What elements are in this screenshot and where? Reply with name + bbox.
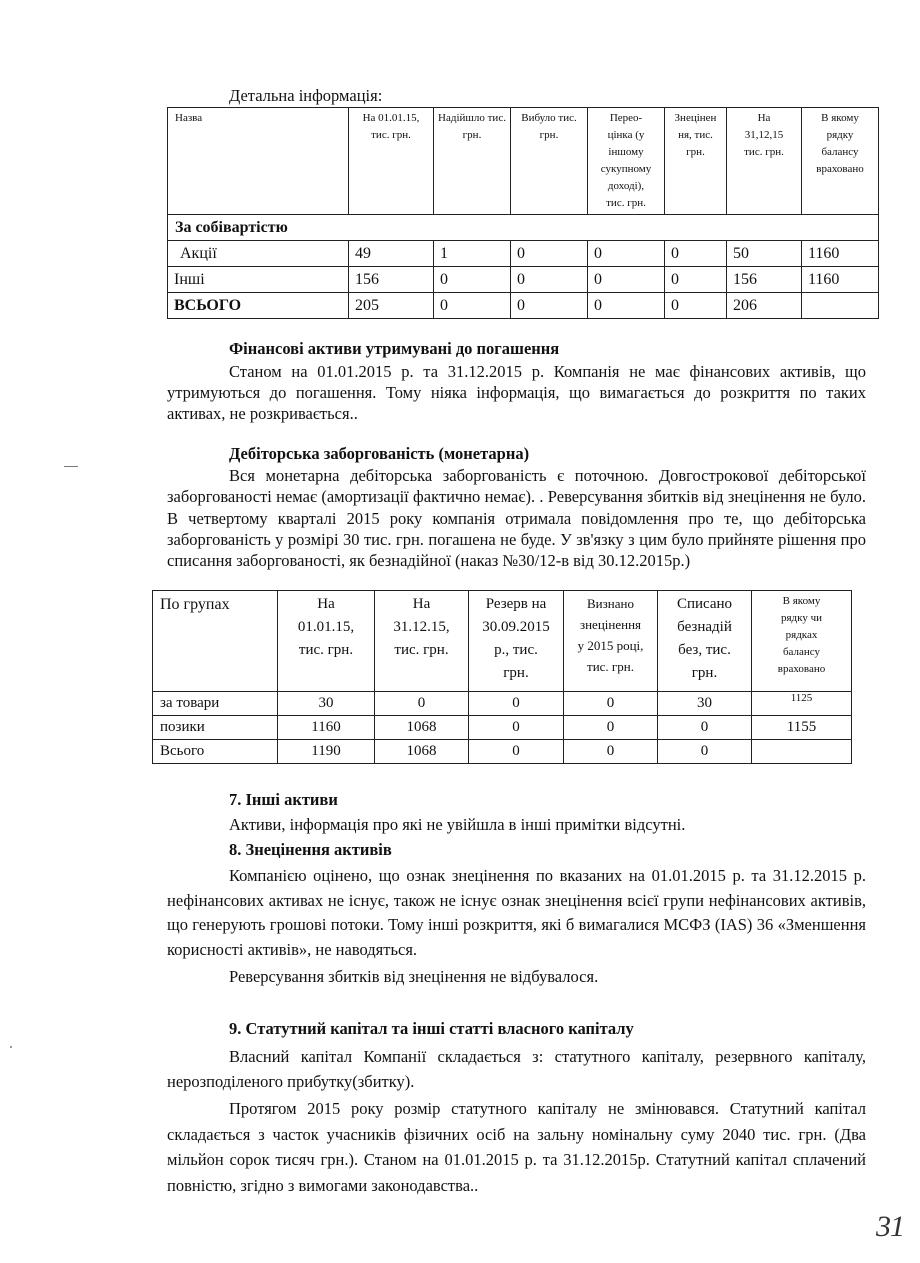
fin-assets-text: Станом на 01.01.2015 р. та 31.12.2015 р. Компанія не має фінансових активів, що утримуються до погашення. Тому ніяка інформація, що вимагається до розкриття по таких активах, не розкривається.. xyxy=(167,362,866,423)
col-header-end: На 31.12.15, тис. грн. xyxy=(375,591,469,692)
col-header-start: На 01.01.15, тис. грн. xyxy=(349,108,434,215)
table-section-row xyxy=(168,215,879,241)
col-header-out: Вибуло тис. грн. xyxy=(511,108,588,215)
section7-title: 7. Інші активи xyxy=(229,790,338,809)
section-label: За собівартістю xyxy=(168,215,879,241)
col-header-revaluation: Перео- цінка (у іншому сукупному доході), тис. грн. xyxy=(588,108,665,215)
table-row: Акції 49 1 0 0 0 50 1160 xyxy=(168,241,879,267)
section9-text-2: Протягом 2015 року розмір статутного капіталу не змінювався. Статутний капітал складається з часток учасників фізичних осіб на зальну номінальну суму 2040 тис. грн. (Два мільйон сорок тисяч грн.). Станом на 01.01.2015 р. та 31.12.2015р. Статутний капітал сплачений повністю, згідно з вимогами законодавства.. xyxy=(167,1099,866,1195)
col-header-written-off: Списано безнадій без, тис. грн. xyxy=(658,591,752,692)
col-header-impairment: Знецінен ня, тис. грн. xyxy=(665,108,727,215)
table-row: позики 1160 1068 0 0 0 1155 xyxy=(153,716,852,740)
intro-label: Детальна інформація: xyxy=(229,86,383,105)
col-header-start: На 01.01.15, тис. грн. xyxy=(278,591,375,692)
col-header-in: Надійшло тис. грн. xyxy=(434,108,511,215)
section8-title: 8. Знецінення активів xyxy=(229,840,392,859)
col-header-end: На 31,12,15 тис. грн. xyxy=(727,108,802,215)
receivables-table xyxy=(152,590,852,764)
section8-text-2: Реверсування збитків від знецінення не відбувалося. xyxy=(229,967,599,986)
table-header-row xyxy=(153,591,852,692)
col-header-balance-line: В якому рядку чи рядках балансу враховано xyxy=(752,591,852,692)
scan-mark xyxy=(64,466,78,467)
table-total-row: Всього 1190 1068 0 0 0 xyxy=(153,740,852,764)
receivables-title: Дебіторська заборгованість (монетарна) xyxy=(229,444,530,463)
col-header-balance-line: В якому рядку балансу враховано xyxy=(802,108,879,215)
section7-text: Активи, інформація про які не увійшла в інші примітки відсутні. xyxy=(229,815,686,834)
page-number: 31 xyxy=(876,1210,904,1243)
table-row: Інші 156 0 0 0 0 156 1160 xyxy=(168,267,879,293)
scan-mark xyxy=(10,1046,12,1048)
section9-title: 9. Статутний капітал та інші статті власного капіталу xyxy=(229,1019,634,1038)
receivables-text: Вся монетарна дебіторська заборгованість є поточною. Довгострокової дебіторської заборгованості немає (амортизації фактично немає). . Реверсування збитків від знецінення не було. В четвертому кварталі 2015 року компанія отримала повідомлення про те, що дебіторська заборгованість у розмірі 30 тис. грн. погашена не буде. У зв'язку з цим було прийняте рішення про списання заборгованості, як безнадійної (наказ №30/12-в від 30.12.2015р.) xyxy=(167,466,866,571)
section8-text: Компанією оцінено, що ознак знецінення по вказаних на 01.01.2015 р. та 31.12.2015 р. нефінансових активах не існує, також не існує ознак знецінення всієї групи нефінансових активів, що генерують грошові потоки. Тому інші розкриття, які б вимагалися МСФЗ (IAS) 36 «Зменшення корисності активів», не наводяться. xyxy=(167,866,866,960)
section9-text: Власний капітал Компанії складається з: статутного капіталу, резервного капіталу, нерозподіленого прибутку(збитку). xyxy=(167,1047,866,1091)
col-header-reserve: Резерв на 30.09.2015 р., тис. грн. xyxy=(469,591,564,692)
table-header-row xyxy=(168,108,879,215)
col-header-name: Назва xyxy=(168,108,349,215)
investments-table xyxy=(167,107,879,319)
fin-assets-title: Фінансові активи утримувані до погашення xyxy=(229,339,560,358)
col-header-groups: По групах xyxy=(153,591,278,692)
table-total-row: ВСЬОГО 205 0 0 0 0 206 xyxy=(168,293,879,319)
table-row: за товари 30 0 0 0 30 1125 xyxy=(153,692,852,716)
col-header-impairment: Визнано знецінення у 2015 році, тис. грн. xyxy=(564,591,658,692)
